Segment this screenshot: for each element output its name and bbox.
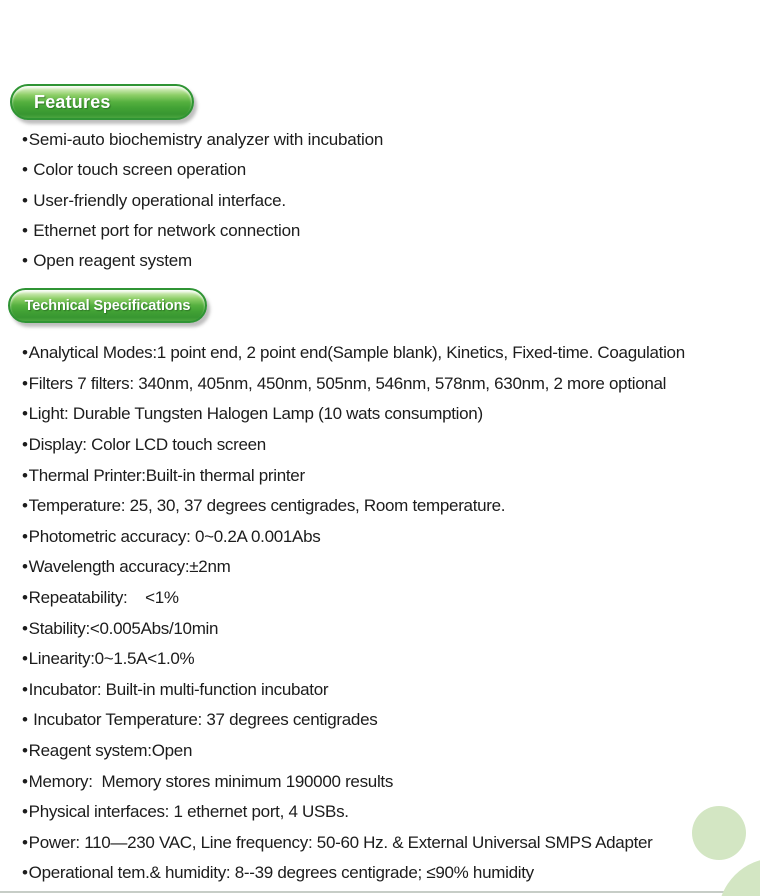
bullet-icon: • bbox=[22, 160, 28, 180]
spec-text: Repeatability: <1% bbox=[28, 588, 179, 608]
bullet-icon: • bbox=[22, 588, 28, 608]
spec-text: Thermal Printer:Built-in thermal printer bbox=[28, 465, 305, 485]
features-badge bbox=[10, 84, 194, 120]
feature-item bbox=[22, 186, 383, 216]
bullet-icon: • bbox=[22, 526, 28, 546]
spec-text: Analytical Modes:1 point end, 2 point end(Sample blank), Kinetics, Fixed-time. Coagulation bbox=[28, 343, 685, 363]
decor-circle-small bbox=[692, 806, 746, 860]
bullet-icon: • bbox=[22, 251, 28, 271]
spec-item bbox=[22, 828, 685, 859]
bullet-icon: • bbox=[22, 832, 28, 852]
bullet-icon: • bbox=[22, 863, 28, 883]
feature-text: Color touch screen operation bbox=[28, 160, 246, 180]
decor-circle-large bbox=[718, 858, 760, 896]
bullet-icon: • bbox=[22, 130, 28, 150]
feature-text: Ethernet port for network connection bbox=[28, 221, 301, 241]
bullet-icon: • bbox=[22, 679, 28, 699]
bullet-icon: • bbox=[22, 190, 28, 210]
feature-item bbox=[22, 216, 383, 246]
spec-item bbox=[22, 491, 685, 522]
spec-item bbox=[22, 369, 685, 400]
spec-item bbox=[22, 858, 685, 889]
bullet-icon: • bbox=[22, 649, 28, 669]
feature-item bbox=[22, 155, 383, 185]
spec-text: Physical interfaces: 1 ethernet port, 4 USBs. bbox=[28, 802, 349, 822]
tech-specs-badge bbox=[8, 288, 207, 323]
spec-item bbox=[22, 460, 685, 491]
feature-item bbox=[22, 246, 383, 276]
bullet-icon: • bbox=[22, 771, 28, 791]
spec-item bbox=[22, 430, 685, 461]
spec-text: Wavelength accuracy:±2nm bbox=[28, 557, 231, 577]
bullet-icon: • bbox=[22, 741, 28, 761]
spec-item bbox=[22, 552, 685, 583]
feature-text: Open reagent system bbox=[28, 251, 193, 271]
spec-item bbox=[22, 705, 685, 736]
bullet-icon: • bbox=[22, 343, 28, 363]
spec-text: Filters 7 filters: 340nm, 405nm, 450nm, 505nm, 546nm, 578nm, 630nm, 2 more optional bbox=[28, 373, 667, 393]
spec-item bbox=[22, 736, 685, 767]
spec-text: Operational tem.& humidity: 8--39 degrees centigrade; ≤90% humidity bbox=[28, 863, 534, 883]
spec-text: Reagent system:Open bbox=[28, 741, 193, 761]
spec-item bbox=[22, 644, 685, 675]
spec-text: Linearity:0~1.5A<1.0% bbox=[28, 649, 195, 669]
feature-text: Semi-auto biochemistry analyzer with incubation bbox=[28, 130, 384, 150]
bullet-icon: • bbox=[22, 404, 28, 424]
spec-item bbox=[22, 338, 685, 369]
spec-text: Temperature: 25, 30, 37 degrees centigrades, Room temperature. bbox=[28, 496, 506, 516]
feature-text: User-friendly operational interface. bbox=[28, 190, 286, 210]
bullet-icon: • bbox=[22, 802, 28, 822]
spec-item bbox=[22, 675, 685, 706]
bullet-icon: • bbox=[22, 557, 28, 577]
spec-text: Incubator Temperature: 37 degrees centigrades bbox=[28, 710, 378, 730]
features-badge-label: Features bbox=[34, 91, 111, 112]
spec-item bbox=[22, 399, 685, 430]
bottom-divider-line bbox=[0, 891, 760, 893]
specs-list bbox=[22, 338, 685, 889]
feature-item bbox=[22, 125, 383, 155]
spec-text: Memory: Memory stores minimum 190000 results bbox=[28, 771, 394, 791]
spec-item bbox=[22, 613, 685, 644]
spec-item bbox=[22, 522, 685, 553]
spec-item bbox=[22, 766, 685, 797]
spec-text: Incubator: Built-in multi-function incubator bbox=[28, 679, 329, 699]
spec-text: Photometric accuracy: 0~0.2A 0.001Abs bbox=[28, 526, 321, 546]
spec-item bbox=[22, 797, 685, 828]
bullet-icon: • bbox=[22, 710, 28, 730]
bullet-icon: • bbox=[22, 373, 28, 393]
bullet-icon: • bbox=[22, 618, 28, 638]
features-list bbox=[22, 125, 383, 276]
spec-item bbox=[22, 583, 685, 614]
spec-text: Power: 110—230 VAC, Line frequency: 50-60 Hz. & External Universal SMPS Adapter bbox=[28, 832, 653, 852]
bullet-icon: • bbox=[22, 496, 28, 516]
tech-specs-badge-label: Technical Specifications bbox=[24, 297, 191, 314]
bullet-icon: • bbox=[22, 465, 28, 485]
bullet-icon: • bbox=[22, 221, 28, 241]
bullet-icon: • bbox=[22, 435, 28, 455]
spec-text: Light: Durable Tungsten Halogen Lamp (10 wats consumption) bbox=[28, 404, 483, 424]
spec-text: Display: Color LCD touch screen bbox=[28, 435, 266, 455]
spec-text: Stability:<0.005Abs/10min bbox=[28, 618, 219, 638]
